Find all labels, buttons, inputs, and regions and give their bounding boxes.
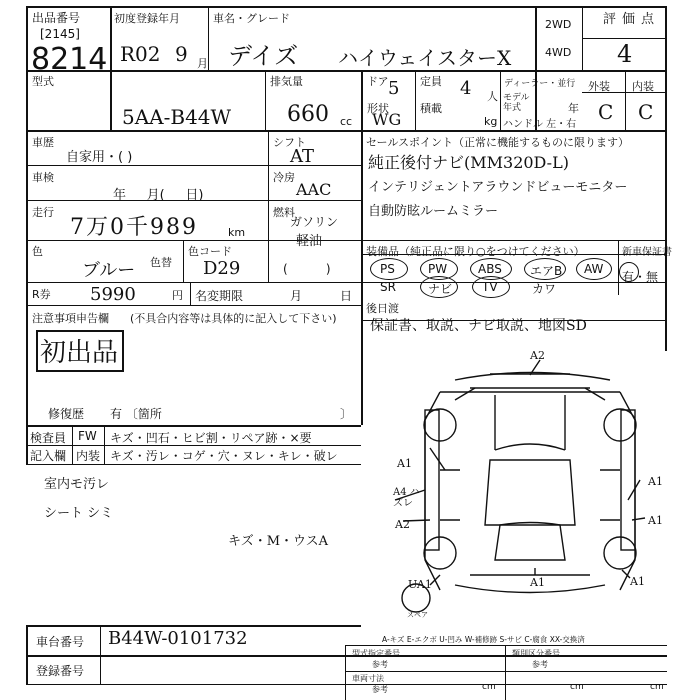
color-value: ブルー	[82, 260, 136, 281]
history-label: 車歴	[32, 136, 54, 149]
type-value: 5AA-B44W	[122, 105, 232, 129]
ext-label: 外装	[588, 80, 610, 93]
history-value: 自家用・( )	[66, 150, 133, 165]
fuel-gas: ガソリン	[290, 215, 339, 229]
notes-hint: (不具合内容等は具体的に記入して下さい)	[130, 312, 337, 325]
category-label: 類別区分番号	[512, 649, 560, 658]
doors-label: ドア	[367, 75, 389, 88]
inspector-interior: 内装	[76, 449, 101, 463]
dealer-label: ディーラー・並行	[504, 79, 576, 89]
fuel-diesel: 軽油	[296, 234, 323, 249]
inspector-label-2: 記入欄	[30, 449, 67, 463]
type-label: 型式	[32, 75, 54, 88]
score-label: 評価点	[603, 12, 661, 27]
warranty-value: 有・無	[622, 270, 659, 284]
name-change-day: 日	[340, 289, 353, 303]
fuel-label: 燃料	[273, 206, 295, 219]
mark-a1-right2: A1	[648, 514, 663, 527]
length-cm-3: cm	[650, 682, 664, 692]
shift-value: AT	[290, 146, 315, 167]
reg-month: 9	[175, 42, 188, 66]
shape-value: WG	[372, 110, 402, 129]
mark-a1-rear: A1	[530, 576, 545, 589]
doors-value: 5	[388, 78, 400, 99]
month-unit: 月	[197, 57, 208, 70]
mark-a1-left: A1	[397, 457, 412, 470]
int-grade: C	[638, 100, 654, 124]
length-label: 車両寸法	[352, 674, 384, 683]
model-label: 車名・グレード	[213, 12, 290, 25]
sales-points-label: セールスポイント（正常に機能するものに限ります）	[366, 136, 630, 149]
comment-1: 室内モ汚レ	[44, 477, 110, 492]
attachments-value: 保証書、取説、ナビ取説、地図SD	[370, 318, 587, 334]
mark-a2-left: A2	[395, 518, 410, 531]
length-cm-2: cm	[570, 682, 584, 692]
mark-ua1: UA1	[408, 578, 432, 591]
equip-tv: TV	[482, 280, 498, 294]
km-unit: km	[228, 226, 246, 239]
equip-navi: ナビ	[428, 282, 453, 296]
capacity-label: 定員	[420, 75, 442, 88]
first-listing-stamp-text: 初出品	[40, 338, 119, 368]
color-label: 色	[32, 245, 43, 258]
fuel-paren: ( )	[283, 262, 331, 276]
year-unit: 年	[568, 102, 579, 115]
lot-number: 8214	[31, 42, 108, 77]
length-cm-1: cm	[482, 682, 496, 692]
lot-label: 出品番号	[32, 11, 81, 25]
yen-unit: 円	[172, 289, 183, 302]
displacement-label: 排気量	[270, 75, 303, 88]
repair-close: 〕	[340, 407, 353, 421]
category-ref: 参考	[532, 660, 548, 669]
mileage-label: 走行	[32, 206, 54, 219]
attachments-label: 後日渡	[366, 302, 399, 315]
repair-label: 修復歴	[48, 407, 85, 421]
color-code: D29	[203, 258, 241, 279]
model-name: デイズ	[228, 42, 299, 70]
comment-2: シート シミ	[44, 506, 114, 521]
equip-ps: PS	[380, 262, 395, 276]
damage-legend: A-キズ E-エクボ U-凹み W-補修跡 S-サビ C-腐食 XX-交換済	[382, 635, 585, 644]
drive-4wd: 4WD	[545, 46, 572, 59]
load-label: 積載	[420, 102, 442, 115]
displacement-value: 660	[287, 102, 329, 127]
recycle-value: 5990	[90, 284, 136, 305]
equip-kawa: カワ	[532, 282, 557, 296]
spare-label: スペア	[407, 611, 428, 619]
ext-grade: C	[598, 100, 614, 124]
chassis-value: B44W-0101732	[108, 628, 248, 649]
inspection-label: 車検	[32, 171, 54, 184]
handle-label: ハンドル 左・右	[503, 119, 577, 130]
name-change-label: 名変期限	[195, 289, 244, 303]
color-code-label: 色コード	[188, 245, 232, 258]
inspector-row-2: キズ・汚レ・コゲ・穴・ヌレ・キレ・破レ	[110, 449, 338, 463]
inspector-label-1: 検査員	[30, 431, 67, 445]
reg-year: R02	[120, 42, 161, 66]
capacity-value: 4	[460, 78, 472, 99]
capacity-unit: 人	[487, 90, 498, 103]
inspector-row-1: キズ・凹石・ヒビ割・リペア跡・×要	[110, 431, 312, 445]
reg-date-label: 初度登録年月	[114, 12, 180, 25]
mark-a4: A4 ハズレ	[393, 487, 420, 509]
inspector-fw: FW	[78, 429, 97, 443]
name-change-month: 月	[290, 289, 303, 303]
sales-point-2: インテリジェントアラウンドビューモニター	[368, 180, 628, 195]
cc-unit: cc	[340, 115, 353, 128]
color-change-label: 色替	[150, 256, 172, 269]
repair-value: 有 〔箇所	[110, 407, 162, 421]
designation-ref: 参考	[372, 660, 388, 669]
equip-airbag: エアB	[530, 264, 563, 278]
equip-abs: ABS	[478, 262, 502, 276]
comment-3: キズ・M・ウスA	[228, 534, 329, 549]
notes-label: 注意事項申告欄	[32, 312, 109, 325]
chassis-label: 車台番号	[36, 635, 85, 649]
ac-label: 冷房	[273, 171, 295, 184]
score-value: 4	[617, 40, 633, 68]
equip-aw: AW	[584, 262, 604, 276]
registration-label: 登録番号	[36, 664, 85, 678]
ac-value: AAC	[296, 180, 332, 199]
int-label: 内装	[632, 80, 654, 93]
shift-label: シフト	[273, 136, 306, 149]
mileage-value: 7万0千989	[70, 215, 198, 240]
grade: ハイウェイスターX	[338, 46, 512, 70]
mark-a1-right: A1	[648, 475, 663, 488]
recycle-label: R券	[32, 288, 51, 301]
equipment-label: 装備品（純正品に限り○をつけてください）	[366, 245, 585, 258]
mark-a1-rear-right: A1	[630, 575, 645, 588]
warranty-label: 新車保証書	[622, 247, 672, 258]
load-unit: kg	[484, 115, 498, 128]
drive-2wd: 2WD	[545, 18, 572, 31]
sales-point-1: 純正後付ナビ(MM320D-L)	[368, 153, 569, 172]
mark-a2-top: A2	[530, 349, 545, 362]
model-year-label: モデル年式	[503, 93, 530, 113]
sales-point-3: 自動防眩ルームミラー	[368, 204, 499, 219]
equip-pw: PW	[428, 262, 448, 276]
lot-sub: [2145]	[40, 27, 80, 41]
shape-label: 形状	[367, 102, 389, 115]
length-ref: 参考	[372, 685, 388, 694]
designation-label: 型式指定番号	[352, 649, 400, 658]
inspection-value: 年 月( 日)	[113, 188, 204, 203]
equip-sr: SR	[380, 280, 396, 294]
